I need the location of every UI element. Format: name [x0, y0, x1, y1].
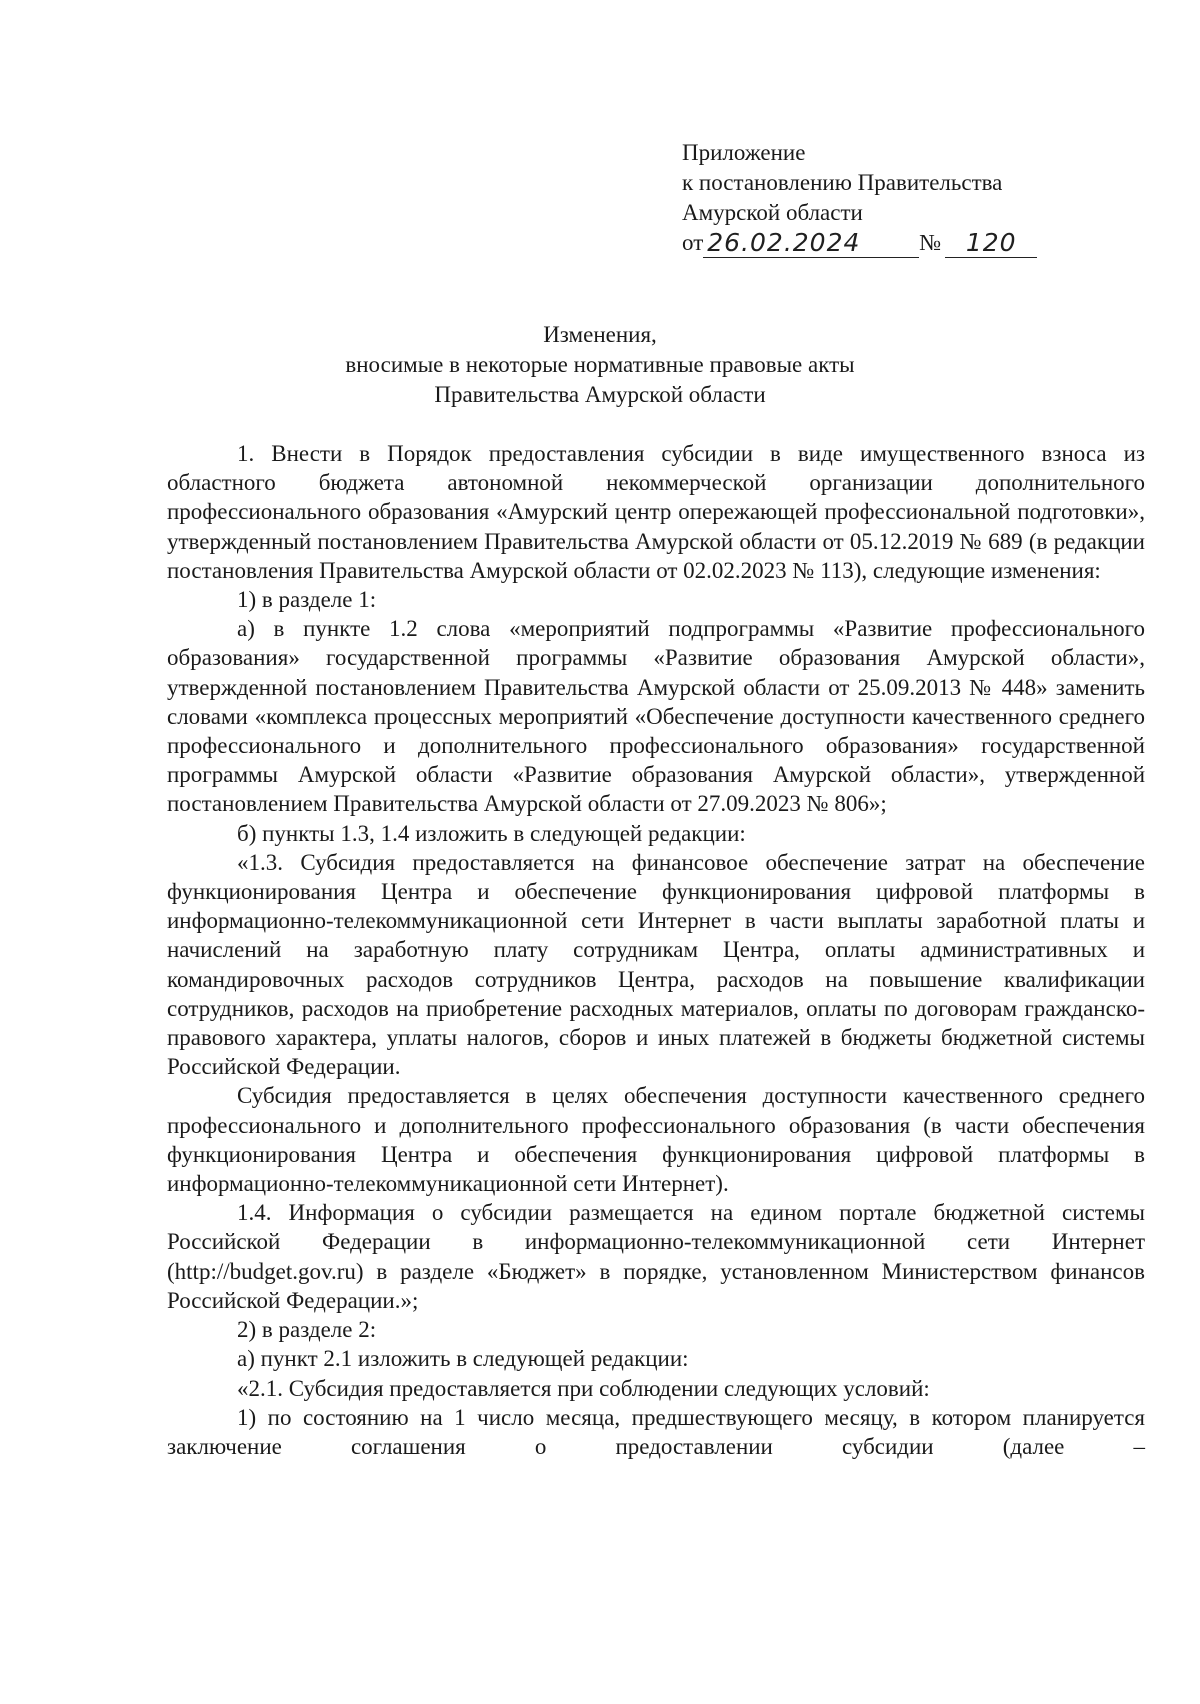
document-body — [167, 439, 1145, 1461]
number-sign: № — [919, 230, 942, 255]
paragraph-11: 1) по состоянию на 1 число месяца, предшествующего месяцу, в котором планируется заключение соглашения о предоставлении субсидии (далее – — [167, 1404, 1145, 1459]
paragraph-2: 1) в разделе 1: — [237, 587, 377, 613]
appendix-region: Амурской области — [682, 200, 863, 225]
handwritten-date: 26.02.2024 — [707, 228, 861, 257]
date-prefix: от — [682, 230, 704, 255]
date-signature-line — [703, 230, 919, 258]
appendix-reference: к постановлению Правительства — [682, 170, 1003, 195]
document-title — [160, 320, 1040, 410]
title-line-2: вносимые в некоторые нормативные правовые акты — [345, 352, 855, 377]
appendix-block — [682, 138, 1122, 258]
appendix-date-row — [682, 228, 1122, 258]
handwritten-number: 120 — [965, 228, 1017, 257]
paragraph-8: 2) в разделе 2: — [237, 1317, 377, 1343]
paragraph-1: 1. Внести в Порядок предоставления субсидии в виде имущественного взноса из областного бюджета автономной некоммерческой организации дополнительного профессионального образования «Амурский центр опережающей профессиональной подготовки», утвержденный постановлением Правительства Амурской области от 05.12.2019 № 689 (в редакции постановления Правительства Амурской области от 02.02.2023 № 113), следующие изменения: — [167, 441, 1145, 583]
paragraph-5: «1.3. Субсидия предоставляется на финансовое обеспечение затрат на обеспечение функционирования Центра и обеспечение функционирования цифровой платформы в информационно-телекоммуникационной сети Интернет в части выплаты заработной платы и начислений на заработную плату сотрудникам Центра, оплаты административных и командировочных расходов сотрудников Центра, расходов на повышение квалификации сотрудников, расходов на приобретение расходных материалов, оплаты по договорам гражданско-правового характера, уплаты налогов, сборов и иных платежей в бюджеты бюджетной системы Российской Федерации. — [167, 849, 1145, 1080]
title-line-3: Правительства Амурской области — [434, 382, 766, 407]
paragraph-9: а) пункт 2.1 изложить в следующей редакции: — [237, 1346, 689, 1372]
number-signature-line — [945, 230, 1037, 258]
paragraph-6: Субсидия предоставляется в целях обеспечения доступности качественного среднего профессионального и дополнительного профессионального образования (в части обеспечения функционирования Центра и обеспечения функционирования цифровой платформы в информационно-телекоммуникационной сети Интернет). — [167, 1083, 1145, 1197]
paragraph-7: 1.4. Информация о субсидии размещается на едином портале бюджетной системы Российской Федерации в информационно-телекоммуникационной сети Интернет (http://budget.gov.ru) в разделе «Бюджет» в порядке, установленном Министерством финансов Российской Федерации.»; — [167, 1200, 1145, 1313]
paragraph-10: «2.1. Субсидия предоставляется при соблюдении следующих условий: — [237, 1375, 930, 1401]
paragraph-3: а) в пункте 1.2 слова «мероприятий подпрограммы «Развитие профессионального образования» государственной программы «Развитие образования Амурской области», утвержденной постановлением Правительства Амурской области от 25.09.2013 № 448» заменить словами «комплекса процессных мероприятий «Обеспечение доступности качественного среднего профессионального и дополнительного профессионального образования» государственной программы Амурской области «Развитие образования Амурской области», утвержденной постановлением Правительства Амурской области от 27.09.2023 № 806»; — [167, 616, 1145, 817]
paragraph-4: б) пункты 1.3, 1.4 изложить в следующей редакции: — [237, 820, 746, 846]
appendix-heading: Приложение — [682, 140, 806, 165]
title-line-1: Изменения, — [543, 322, 657, 347]
